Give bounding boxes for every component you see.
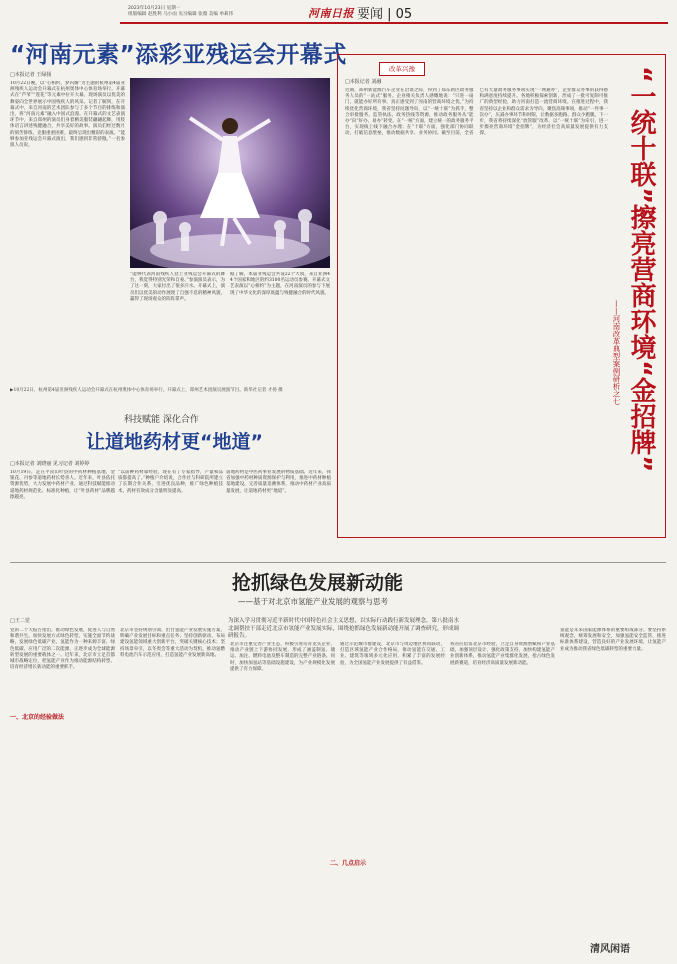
article-b-column-1: 10月19日，走在平顶山叶县的中药材种植基地，金银花、丹参等道地药材长势喜人。近年来，叶县依托资源优势，大力发展中药材产业，通过科技赋能推动道地药材规范化、标准化种植，让“叶县药材”品牌越擦越亮。 bbox=[10, 470, 115, 500]
editors-line: 组版编辑 赵胜利 马小雨 见习编辑 张薇 美编 单莉伟 bbox=[128, 12, 234, 17]
article-d-column-3: 北京市注重完善产业生态，积极引进培育龙头企业，推动产业链上下游协同发展，形成了涵盖制氢、储运、加注、燃料电池及整车制造的完整产业链条。同时，加快加氢站等基础设施建设，为产业规模化发展提供了有力保障。 bbox=[230, 642, 335, 672]
article-d-column-2: 北京市坚持规划引领，出台氢能产业发展实施方案，明确产业发展目标和重点任务；坚持创新驱动，布局建设氢能领域重大创新平台，突破关键核心技术；坚持场景牵引，以冬奥会等重大活动为契机，推动氢燃料电池汽车示范应用，打造氢能产业发展新高地。 bbox=[120, 628, 225, 658]
article-d-subtitle: ——基于对北京市氢能产业发展的观察与思考 bbox=[238, 597, 388, 606]
article-d-intro: 为深入学习贯彻习近平新时代中国特色社会主义思想，以实际行动践行新发展理念，第八批南水北调帮扶干部走近北京市氢能产业发展实际，围绕抢抓绿色发展新动能开展了调查研究，形成调研报告。 bbox=[228, 618, 460, 639]
newspaper-logo: 河南日报 bbox=[308, 7, 354, 20]
article-d-column-5: 我省应借鉴北京市经验，立足自身资源禀赋和产业基础，加强顶层设计，强化政策支持，加快构建氢能产业创新体系，推动氢能产业集群化发展，抢占绿色发展新赛道，培育经济高质量发展新动能。 bbox=[450, 642, 555, 666]
article-d-section-2-heading: 二、几点启示 bbox=[330, 860, 367, 867]
stage-photo-illustration bbox=[130, 78, 330, 268]
article-a-byline: □本报记者 王绿扬 bbox=[10, 72, 52, 78]
article-d-title: 抢抓绿色发展新动能 bbox=[232, 572, 404, 594]
article-b-byline: □本报记者 刘晓丽 见习记者 刘婷婷 bbox=[10, 461, 90, 467]
date-line: 2023年10月23日 星期一 bbox=[128, 6, 181, 11]
article-a-body-2: “能够代表河南残疾人登上亚残运会开幕式的舞台，我觉得特别光荣和自豪。”参演演员表示，为了这一刻，大家付出了很多汗水。开幕式上，演员们以优美的动作展现了自强不息的精神风貌，赢得了现场观众的阵阵掌声。 bbox=[130, 272, 225, 302]
article-a-body-1: 10月22日晚，以“心相约，梦闪耀”为主题的杭州第4届亚洲残疾人运动会开幕式在杭州奥体中心体育场举行。开幕式在“芦苇”“莲花”等元素中拉开大幕，现场演员以优美的舞姿向全世界展示中国残疾人的风采。记者了解到，在开幕式中，来自河南的艺术团队参与了多个节目的排练和演出，将“河南元素”融入中国式浪漫。在开幕式的文艺表演环节中，来自郑州的演员们身着精美服装翩翩起舞，用肢体语言讲述残健融合、共享美好的故事。演员们经过数月的刻苦排练，克服重重困难，最终呈现出精彩的表演。“能够参加亚残运会开幕式演出，我们感到非常骄傲。”一名参演人员说。 bbox=[10, 81, 125, 149]
article-d-top-rule bbox=[10, 562, 666, 563]
feature-box-byline: □本报记者 刘融 bbox=[345, 79, 382, 85]
article-d-section-1-heading: 一、北京的经验做法 bbox=[10, 714, 65, 721]
feature-box-subtitle: ——河南改革典型案例研析之七 bbox=[612, 300, 621, 405]
article-b-column-2: “以前种药材靠经验，现在有了专家指导，产量和品质都提高了。”种植户介绍说，合作社与科研院所建立了长期合作关系，引进优良品种，推广绿色种植技术，药材有效成分含量明显提高。 bbox=[118, 470, 223, 494]
article-a-photo bbox=[130, 78, 330, 268]
feature-box-body: 近期，郑州新能源汽车企业在洽谈之际，得到了郑东新区政务服务人员的“一站式”服务。企业相关负责人感慨地说：“只进一扇门，就能办好所有事，真正感受到了河南的营商环境之优。”为持续优化营商环境，我省坚持问题导向，以“一统十联”为抓手，整合审批服务、监管执法、政务热线等资源，推动政务服务从“能办”向“好办、易办”转变。在“一统”方面，建立统一的政务服务平台，实现线上线下融合办理；在“十联”方面，强化部门协同联动，打破信息壁垒，推动数据共享、业务协同。截至目前，全省已有大量政务服务事项实现“一网通办”，企业群众办事的获得感和满意度持续提升。各地积极探索创新，形成了一批可复制可推广的典型经验，助力河南打造一流营商环境。在推进过程中，我省坚持以企业和群众需求为导向，聚焦高频事项，推动“一件事一次办”，压减办事环节和时限，让数据多跑路、群众少跑腿。下一步，我省将持续深化“放管服”改革，以“一统十联”为牵引，进一步擦亮营商环境“金招牌”，为经济社会高质量发展提供有力支撑。 bbox=[345, 88, 608, 137]
article-b-kicker: 科技赋能 深化合作 bbox=[124, 415, 199, 425]
article-d-column-1: 党的二十大报告指出，推动绿色发展，促进人与自然和谐共生。加快发展方式绿色转型，实施全面节约战略，发展绿色低碳产业。氢能作为一种来源丰富、绿色低碳、应用广泛的二次能源，正逐步成为全球能源转型发展的重要载体之一。近年来，北京市立足首都城市战略定位，把氢能产业作为推动能源结构转型、培育经济增长新动能的重要抓手。 bbox=[10, 628, 115, 671]
article-a-caption: ▶10月22日，杭州第4届亚洲残疾人运动会开幕式在杭州奥体中心体育场举行。开幕式上，郑州艺术团演员展演节目。新华社记者 才扬 摄 bbox=[10, 388, 283, 393]
article-d-column-4: 通过示范城市群建设，北京市与周边地区协同联动，打造区域氢能产业合作格局，推动氢能在交通、工业、建筑等领域多元化应用，积累了丰富的发展经验，为全国氢能产业发展提供了有益借鉴。 bbox=[340, 642, 445, 666]
watermark: 清风闲语 bbox=[590, 944, 630, 955]
section-label: 要闻 | 05 bbox=[357, 7, 413, 22]
feature-box-tag: 改革兴豫 bbox=[379, 62, 425, 76]
masthead-meta bbox=[128, 6, 258, 18]
feature-box-vertical-title: “一统十联”擦亮营商环境“金招牌” bbox=[626, 66, 656, 473]
article-b-column-3: 道地药材是中医药事业发展的物质基础。近年来，我省加强中药材种质资源保护与利用，推进中药材种植基地建设，完善质量追溯体系，推动中药材产业高质量发展，让道地药材更“地道”。 bbox=[226, 470, 331, 494]
article-d-column-6: 氢能是未来国家能源体系的重要组成部分。要坚持系统观念，统筹发展和安全，加强氢能安全监管，推进标准体系建设，营造良好的产业发展环境，让氢能产业成为推动我省绿色低碳转型的重要力量。 bbox=[560, 628, 666, 652]
article-a-body-3: 据了解，本届亚残运会共设22个大项，来自亚洲44个国家和地区的约3100名运动员参赛。开幕式文艺表演以“心相约”为主题，在河南演员的参与下展现了中华文化的深厚底蕴与残健融合的时代风貌。 bbox=[230, 272, 330, 296]
article-d-byline: □王二觉 bbox=[10, 618, 30, 624]
article-a-title: “河南元素”添彩亚残运会开幕式 bbox=[10, 42, 347, 68]
header-rule bbox=[120, 22, 668, 24]
article-b-title: 让道地药材更“地道” bbox=[86, 431, 263, 453]
